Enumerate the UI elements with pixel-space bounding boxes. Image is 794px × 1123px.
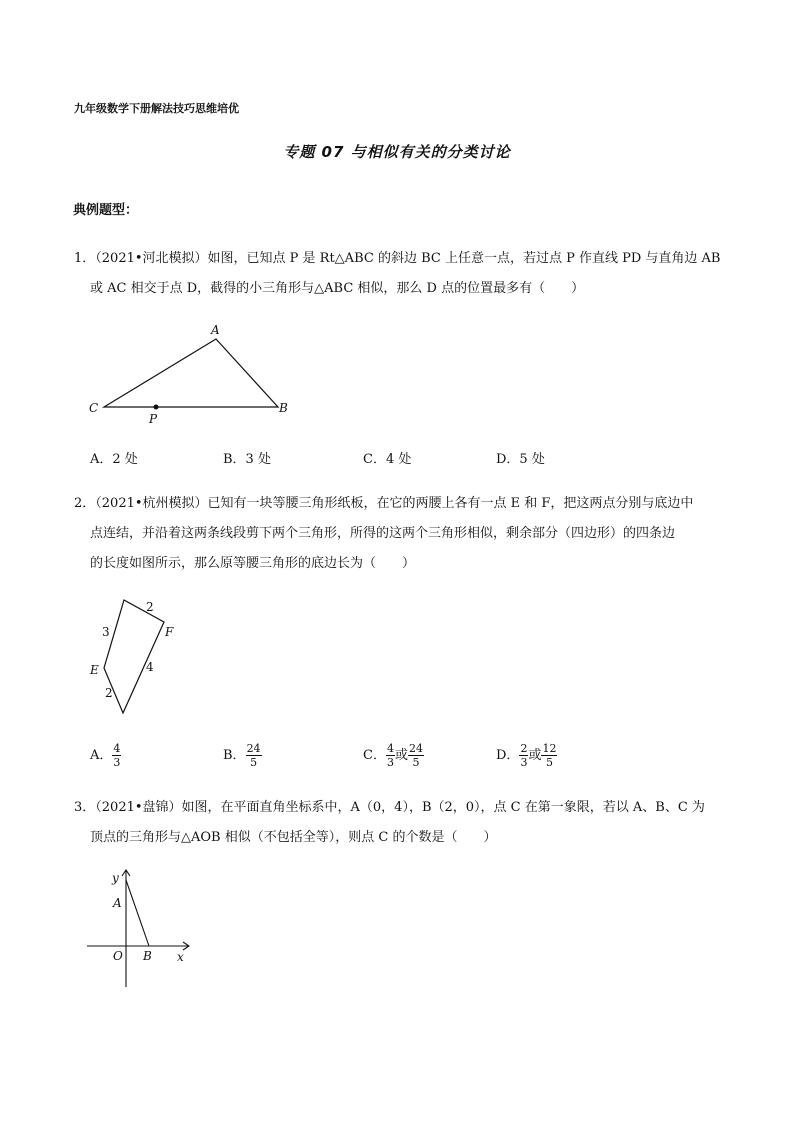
page-title: 专题 07 与相似有关的分类讨论: [283, 143, 511, 161]
question-2-line-1: 2．（2021•杭州模拟）已知有一块等腰三角形纸板，在它的两腰上各有一点 E 和 F，把这两点分别与底边中: [74, 496, 694, 511]
fraction: $\frac{24}{5}$: [246, 742, 261, 769]
fraction: $\frac{2}{3}$: [520, 742, 528, 769]
side-label-right: 4: [146, 660, 154, 674]
question-1-figure: [80, 320, 300, 430]
segment-ab: [126, 880, 149, 946]
fraction: $\frac{4}{3}$: [113, 742, 121, 769]
question-2-line-2: 点连结，并沿着这两条线段剪下两个三角形，所得的这两个三角形相似，剩余部分（四边形）的四条边: [90, 526, 676, 541]
label-o: O: [113, 949, 123, 963]
question-3-line-1: 3．（2021•盘锦）如图，在平面直角坐标系中，A（0，4），B（2，0），点 C 在第一象限，若以 A、B、C 为: [74, 800, 705, 815]
question-3-figure: [85, 865, 200, 995]
quadrilateral: [104, 600, 164, 713]
side-label-top: 2: [146, 600, 154, 614]
label-b: B: [143, 949, 152, 963]
q2-option-b[interactable]: B． $\frac{24}{5}$: [223, 742, 261, 769]
question-1: [74, 244, 724, 304]
question-2: [74, 489, 724, 579]
label-p: P: [149, 412, 158, 426]
point-p: [154, 405, 159, 410]
label-c: C: [89, 401, 99, 415]
label-y: y: [112, 871, 119, 885]
q1-option-c[interactable]: C．4 处: [363, 452, 412, 467]
triangle-abc: [104, 339, 278, 407]
question-3: [74, 793, 724, 853]
fraction: $\frac{4}{3}$: [386, 742, 394, 769]
question-2-figure: [85, 590, 195, 720]
question-1-line-1: 1．（2021•河北模拟）如图，已知点 P 是 Rt△ABC 的斜边 BC 上任意一点，若过点 P 作直线 PD 与直角边 AB: [74, 251, 721, 266]
question-2-line-3: 的长度如图所示，那么原等腰三角形的底边长为（ ）: [90, 556, 416, 571]
label-e: E: [90, 663, 99, 677]
side-label-left: 3: [102, 625, 110, 639]
question-3-line-2: 顶点的三角形与△AOB 相似（不包括全等），则点 C 的个数是（ ）: [90, 830, 497, 845]
q1-option-d[interactable]: D．5 处: [496, 452, 545, 467]
q1-option-a[interactable]: A．2 处: [90, 452, 138, 467]
label-b: B: [279, 401, 288, 415]
q2-option-a[interactable]: A． $\frac{4}{3}$: [90, 742, 121, 769]
q1-option-b[interactable]: B．3 处: [223, 452, 271, 467]
question-1-line-2: 或 AC 相交于点 D，截得的小三角形与△ABC 相似，那么 D 点的位置最多有（ ）: [90, 281, 585, 296]
label-x: x: [177, 950, 184, 964]
label-f: F: [165, 625, 174, 639]
q2-option-d[interactable]: D． $\frac{2}{3}$ 或 $\frac{12}{5}$: [496, 742, 557, 769]
label-a: A: [113, 896, 122, 910]
doc-header: 九年级数学下册解法技巧思维培优: [74, 102, 239, 115]
fraction: $\frac{24}{5}$: [408, 742, 423, 769]
fraction: $\frac{12}{5}$: [542, 742, 557, 769]
label-a: A: [211, 323, 220, 337]
section-heading: 典例题型：: [73, 203, 139, 218]
side-label-bottom: 2: [105, 686, 113, 700]
q2-option-c[interactable]: C． $\frac{4}{3}$ 或 $\frac{24}{5}$: [363, 742, 423, 769]
